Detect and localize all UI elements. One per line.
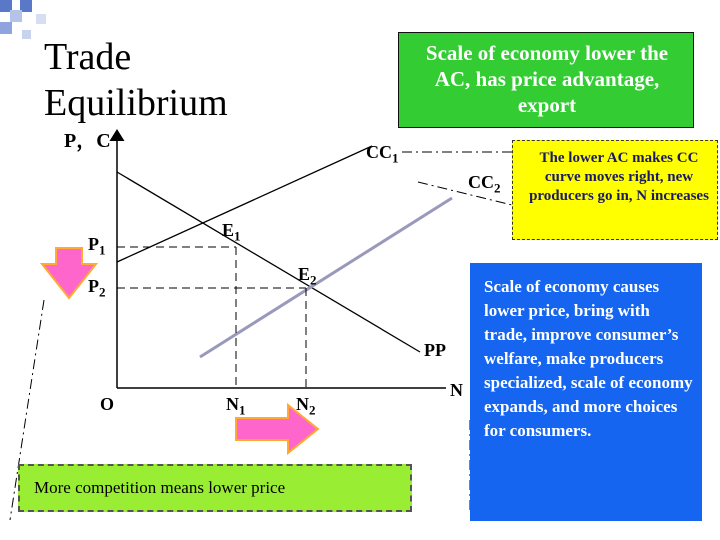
title-line-2: Equilibrium — [44, 82, 228, 124]
n1-label: $N_1$ — [226, 394, 246, 418]
p2-label: $P_2$ — [88, 276, 106, 300]
y-axis-label: P，C — [64, 130, 111, 152]
cc2-label: $CC_2$ — [468, 172, 501, 196]
x-axis-label: N — [450, 380, 463, 400]
scale-callout: Scale of economy lower the AC, has price advantage, export — [398, 32, 694, 128]
pp-curve — [117, 146, 372, 262]
page-title — [44, 34, 228, 126]
origin-label: O — [100, 394, 115, 414]
cc1-curve — [117, 172, 420, 352]
pp-label: PP — [424, 340, 446, 360]
e1-label: $E_1$ — [222, 220, 241, 244]
p1-label: $P_1$ — [88, 234, 106, 258]
welfare-callout: Scale of economy causes lower price, bring with trade, improve consumer’s welfare, make producers specialized, scale of economy expands, and more choices for consumers. — [470, 263, 702, 521]
e2-label: $E_2$ — [298, 264, 317, 288]
competition-callout: More competition means lower price — [18, 464, 412, 512]
cc1-label: $CC_1$ — [366, 142, 399, 166]
title-line-1: Trade — [44, 36, 132, 78]
ac-callout: The lower AC makes CC curve moves right, new producers go in, N increases — [512, 140, 718, 240]
n2-label: $N_2$ — [296, 394, 316, 418]
